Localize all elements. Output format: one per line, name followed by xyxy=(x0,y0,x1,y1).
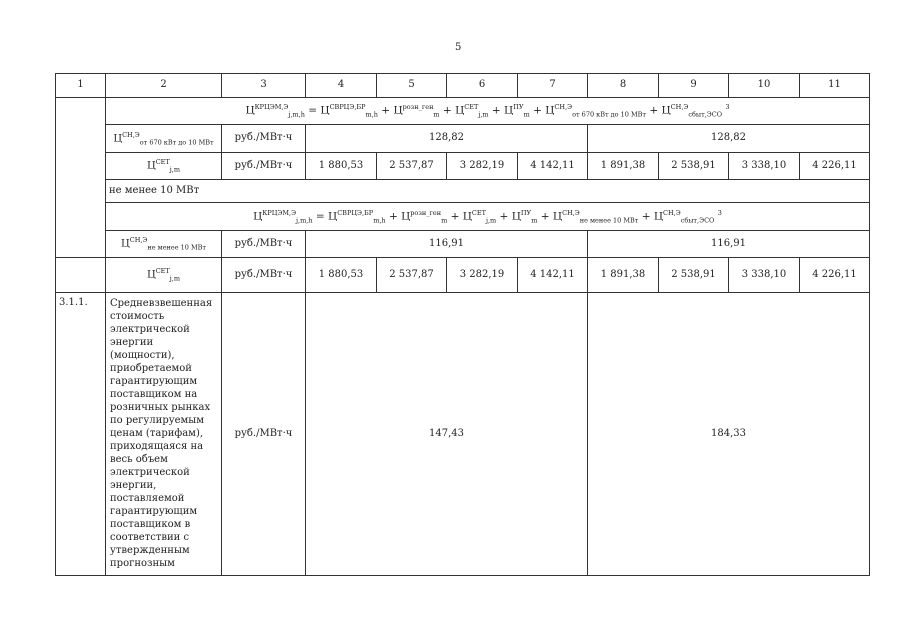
f1-t1: Ц xyxy=(320,104,330,117)
f2-tail-mark: 3 xyxy=(717,208,722,217)
set1-sub: j,m xyxy=(169,165,181,174)
page-number: 5 xyxy=(455,42,462,53)
f1-t5-sub: от 670 кВт до 10 МВт xyxy=(572,110,647,119)
f1-t2: Ц xyxy=(393,104,403,117)
sn-row-1 xyxy=(56,125,870,153)
f1-t1-sup: СВРЦЭ,БР xyxy=(329,103,366,112)
f1-lhs-sup: КРЦЭМ,Э xyxy=(254,103,289,112)
f2-t5-sup: СН,Э xyxy=(562,208,580,217)
section-row xyxy=(56,180,870,203)
f1-t1-sub: m,h xyxy=(365,110,378,119)
set2-value: 2 538,91 xyxy=(659,258,729,293)
f2-t5: Ц xyxy=(552,210,563,223)
f2-t3-sup: СЕТ xyxy=(471,208,486,217)
f1-t4-sup: ПУ xyxy=(513,103,524,112)
f1-t6: Ц xyxy=(661,104,671,117)
header-col-3: 3 xyxy=(222,74,306,98)
f2-t6-sup: СН,Э xyxy=(663,208,681,217)
header-col-1: 1 xyxy=(56,74,106,98)
header-row xyxy=(56,74,870,98)
sn1-value-a: 128,82 xyxy=(306,125,588,153)
sn2-sub: не менее 10 МВт xyxy=(147,243,207,252)
set1-value: 3 282,19 xyxy=(447,153,518,180)
set2-value: 1 880,53 xyxy=(306,258,377,293)
formula-row-1 xyxy=(56,98,870,125)
sn1-unit: руб./МВт·ч xyxy=(222,125,306,153)
f1-t2-sup: розн_ген xyxy=(402,103,434,112)
f2-t3-sub: j,m xyxy=(485,216,497,225)
f2-t5-sub: не менее 10 МВт xyxy=(579,216,639,225)
f1-t5: Ц xyxy=(545,104,555,117)
set1-symbol: Ц xyxy=(146,160,156,172)
set1-unit: руб./МВт·ч xyxy=(222,153,306,180)
f2-t2: Ц xyxy=(401,210,411,223)
header-col-10: 10 xyxy=(729,74,800,98)
sn2-label xyxy=(106,231,222,258)
header-col-9: 9 xyxy=(659,74,729,98)
f1-t3-sub: j,m xyxy=(478,110,489,119)
set2-label xyxy=(106,258,222,293)
f1-tail-mark: 3 xyxy=(725,103,730,112)
section-label: не менее 10 МВт xyxy=(106,180,870,203)
header-col-5: 5 xyxy=(377,74,447,98)
f2-lhs-sub: j,m,h xyxy=(296,216,313,225)
set2-value: 3 282,19 xyxy=(447,258,518,293)
sn1-sub: от 670 кВт до 10 МВт xyxy=(139,138,214,147)
row-3-1-1-value-a: 147,43 xyxy=(306,293,588,576)
header-col-7: 7 xyxy=(518,74,588,98)
row-3-1-1 xyxy=(56,293,870,576)
formula-2: $Ц^{КРЦЭМ,Э}_{j,m,h} = Ц^{СВРЦЭ,БР}_{m,h} + Ц^{розн\_ген}_m + Ц^{СЕТ}_{j,m} + Ц^{ПУ}_m + Ц^{СН,Э}_{не менее 10 МВт} + Ц^{СН,Э}_{сбыт,ЭСО}$ $^3$ xyxy=(106,203,870,231)
f2-t1: Ц xyxy=(328,210,338,223)
f1-t2-sub: m xyxy=(433,110,440,119)
set1-value: 4 226,11 xyxy=(800,153,870,180)
set1-sup: СЕТ xyxy=(155,158,170,167)
sn1-value-b: 128,82 xyxy=(588,125,870,153)
set1-value: 3 338,10 xyxy=(729,153,800,180)
f2-t3: Ц xyxy=(462,210,472,223)
f2-t2-sup: розн_ген xyxy=(410,208,442,217)
sn2-unit: руб./МВт·ч xyxy=(222,231,306,258)
f1-lhs: Ц xyxy=(245,104,255,117)
set2-sup: СЕТ xyxy=(155,267,170,276)
sn2-sup: СН,Э xyxy=(129,236,148,245)
set2-sub: j,m xyxy=(169,274,181,283)
row-3-1-1-description: Средневзвешенная стоимость электрической энергии (мощности), приобретаемой гарантирующим поставщиком на розничных рынках по регулируемым ценам (тарифам), приходящаяся на весь объем электрической энергии, поставляемой гарантирующим поставщиком в соответствии с утвержденным прогнозным xyxy=(106,293,222,576)
set1-value: 1 880,53 xyxy=(306,153,377,180)
f1-t3-sup: СЕТ xyxy=(464,103,479,112)
f1-t4-sub: m xyxy=(523,110,530,119)
f1-t6-sub: сбыт,ЭСО xyxy=(688,110,723,119)
sn-row-2 xyxy=(56,231,870,258)
set2-unit: руб./МВт·ч xyxy=(222,258,306,293)
set2-value: 4 226,11 xyxy=(800,258,870,293)
set1-value: 2 537,87 xyxy=(377,153,447,180)
header-col-4: 4 xyxy=(306,74,377,98)
header-col-6: 6 xyxy=(447,74,518,98)
f1-t6-sup: СН,Э xyxy=(670,103,689,112)
sn1-label xyxy=(106,125,222,153)
f2-t4-sub: m xyxy=(531,216,538,225)
empty-num-cell xyxy=(56,98,106,258)
f2-t1-sup: СВРЦЭ,БР xyxy=(337,208,374,217)
f1-t4: Ц xyxy=(504,104,514,117)
row-3-1-1-number: 3.1.1. xyxy=(56,293,106,576)
f2-lhs: Ц xyxy=(253,210,263,223)
f2-t6: Ц xyxy=(653,210,664,223)
f2-t2-sub: m xyxy=(441,216,448,225)
empty-num-cell-2 xyxy=(56,258,106,293)
f2-t4: Ц xyxy=(511,210,521,223)
sn2-symbol: Ц xyxy=(120,238,130,250)
f2-lhs-sup: КРЦЭМ,Э xyxy=(262,208,297,217)
f2-t4-sup: ПУ xyxy=(520,208,532,217)
f1-t3: Ц xyxy=(455,104,465,117)
set2-value: 4 142,11 xyxy=(518,258,588,293)
formula-row-2 xyxy=(56,203,870,231)
set2-symbol: Ц xyxy=(146,269,156,281)
set1-value: 1 891,38 xyxy=(588,153,659,180)
formula-1: $Ц^{КРЦЭМ,Э}_{j,m,h} = Ц^{СВРЦЭ,БР}_{m,h} + Ц^{розн\_ген}_m + Ц^{СЕТ}_{j,m} + Ц^{ПУ}_m + Ц^{СН,Э}_{от 670 кВт до 10 МВт} + Ц^{СН,Э}_{сбыт,ЭСО}$ $^3$ xyxy=(106,98,870,125)
set-row-1 xyxy=(56,153,870,180)
set1-value: 2 538,91 xyxy=(659,153,729,180)
tariff-table xyxy=(55,73,870,576)
f2-t1-sub: m,h xyxy=(373,216,386,225)
header-col-2: 2 xyxy=(106,74,222,98)
set2-value: 1 891,38 xyxy=(588,258,659,293)
header-col-8: 8 xyxy=(588,74,659,98)
f1-lhs-sub: j,m,h xyxy=(288,110,305,119)
set2-value: 3 338,10 xyxy=(729,258,800,293)
f2-t6-sub: сбыт,ЭСО xyxy=(680,216,715,225)
set-row-2 xyxy=(56,258,870,293)
sn2-value-a: 116,91 xyxy=(306,231,588,258)
sn2-value-b: 116,91 xyxy=(588,231,870,258)
set2-value: 2 537,87 xyxy=(377,258,447,293)
row-3-1-1-unit: руб./МВт·ч xyxy=(222,293,306,576)
set1-value: 4 142,11 xyxy=(518,153,588,180)
header-col-11: 11 xyxy=(800,74,870,98)
sn1-sup: СН,Э xyxy=(122,130,140,139)
sn1-symbol: Ц xyxy=(113,133,123,145)
set1-label xyxy=(106,153,222,180)
f1-t5-sup: СН,Э xyxy=(554,103,573,112)
row-3-1-1-value-b: 184,33 xyxy=(588,293,870,576)
